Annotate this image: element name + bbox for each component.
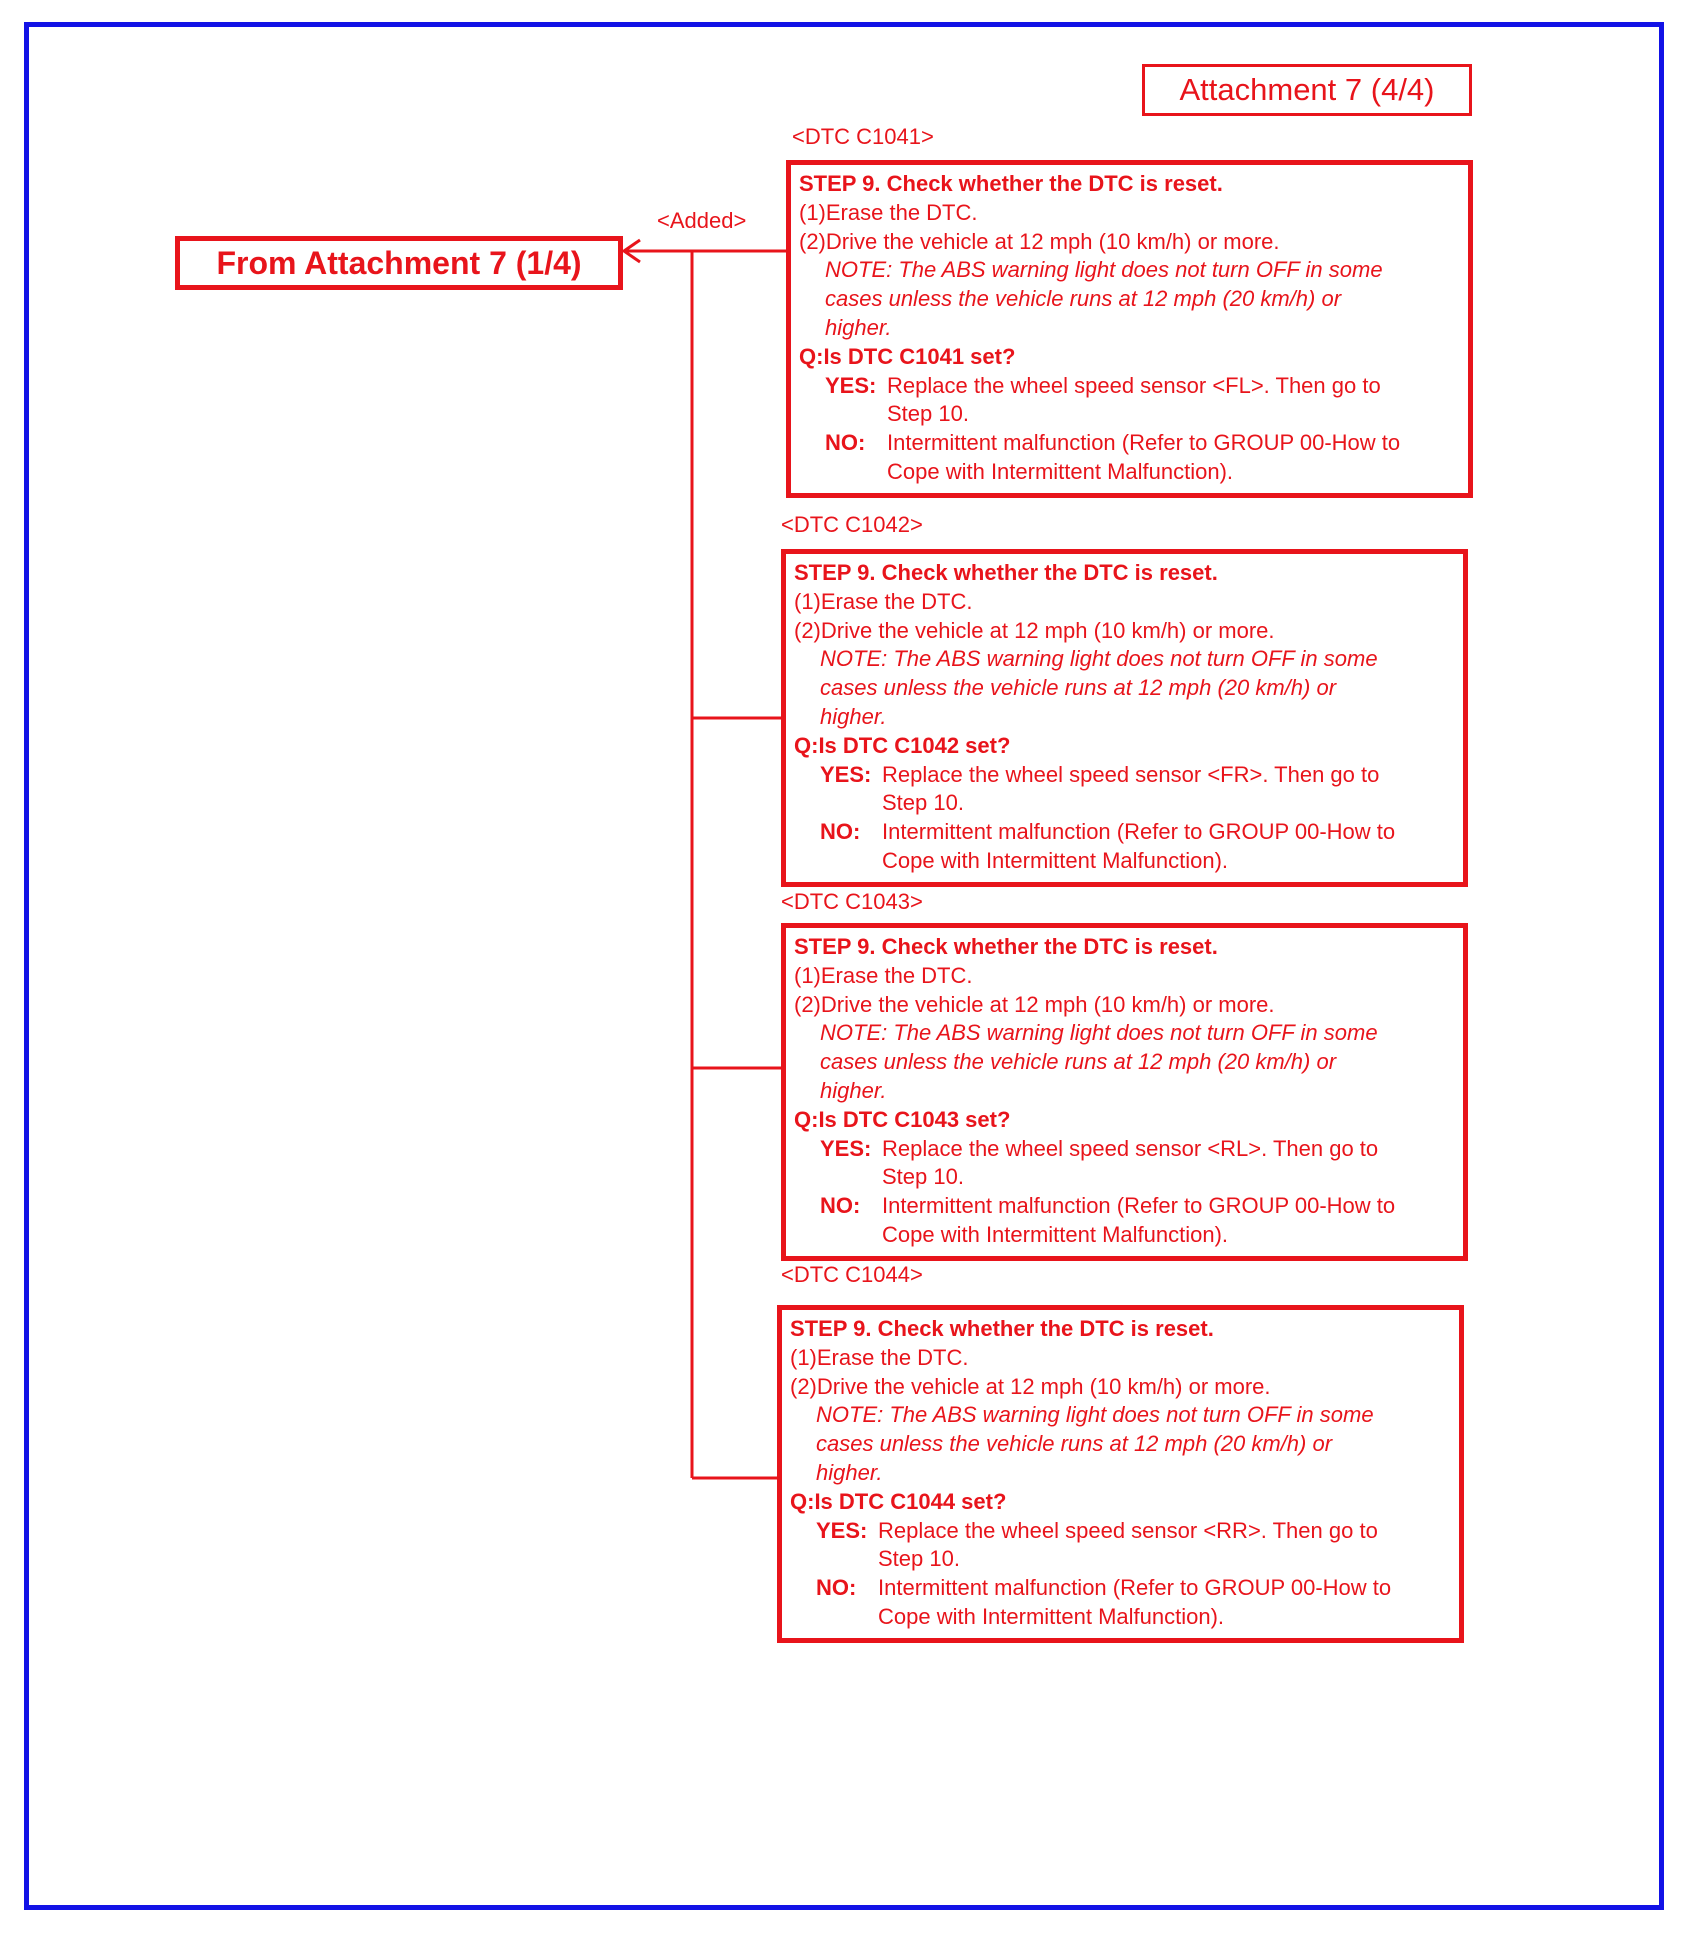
note-line: NOTE: The ABS warning light does not turn OFF in some [820, 1020, 1378, 1046]
step-line: (2)Drive the vehicle at 12 mph (10 km/h) or more. [799, 228, 1280, 254]
yes-text-cont: Step 10. [882, 1164, 964, 1190]
step-line: (1)Erase the DTC. [799, 199, 978, 225]
yes-text: Replace the wheel speed sensor <FR>. Then go to [882, 761, 1380, 787]
note-line: NOTE: The ABS warning light does not turn OFF in some [816, 1402, 1374, 1428]
note-line: cases unless the vehicle runs at 12 mph (20 km/h) or [820, 1049, 1337, 1075]
step-line: (1)Erase the DTC. [794, 588, 973, 614]
note-line: higher. [820, 703, 887, 729]
no-answer [799, 429, 1460, 487]
no-text: Intermittent malfunction (Refer to GROUP 00-How to [882, 819, 1396, 845]
step-box-c1044 [777, 1305, 1464, 1643]
no-label: NO: [820, 819, 861, 845]
step-title: STEP 9. Check whether the DTC is reset. [799, 171, 1223, 196]
step-line: (2)Drive the vehicle at 12 mph (10 km/h) or more. [790, 1373, 1271, 1399]
question: Q:Is DTC C1044 set? [790, 1488, 1007, 1514]
step-box-c1041 [786, 160, 1473, 498]
no-text-cont: Cope with Intermittent Malfunction). [882, 1221, 1229, 1247]
note-line: cases unless the vehicle runs at 12 mph (20 km/h) or [816, 1431, 1333, 1457]
no-text-cont: Cope with Intermittent Malfunction). [878, 1603, 1225, 1629]
yes-text: Replace the wheel speed sensor <FL>. Then go to [887, 372, 1381, 398]
step-box-c1043 [781, 923, 1468, 1261]
no-answer [790, 1574, 1451, 1632]
yes-answer [799, 372, 1460, 430]
yes-text-cont: Step 10. [887, 401, 969, 427]
yes-label: YES: [820, 761, 872, 787]
step-title: STEP 9. Check whether the DTC is reset. [794, 560, 1218, 585]
yes-answer [790, 1517, 1451, 1575]
no-answer [794, 818, 1455, 876]
dtc-label: <DTC C1041> [792, 124, 934, 149]
yes-label: YES: [820, 1135, 872, 1161]
no-text: Intermittent malfunction (Refer to GROUP 00-How to [882, 1193, 1396, 1219]
no-text: Intermittent malfunction (Refer to GROUP 00-How to [887, 430, 1401, 456]
note-line: higher. [825, 314, 892, 340]
note-line: higher. [816, 1459, 883, 1485]
note-line: NOTE: The ABS warning light does not turn OFF in some [820, 646, 1378, 672]
no-answer [794, 1192, 1455, 1250]
step-line: (2)Drive the vehicle at 12 mph (10 km/h) or more. [794, 617, 1275, 643]
dtc-label: <DTC C1042> [781, 512, 923, 537]
dtc-label: <DTC C1043> [781, 889, 923, 914]
note-line: cases unless the vehicle runs at 12 mph (20 km/h) or [825, 286, 1342, 312]
no-label: NO: [816, 1575, 857, 1601]
note-line: NOTE: The ABS warning light does not turn OFF in some [825, 257, 1383, 283]
added-label: <Added> [657, 208, 747, 233]
no-text-cont: Cope with Intermittent Malfunction). [887, 458, 1234, 484]
step-box-c1042 [781, 549, 1468, 887]
yes-label: YES: [816, 1517, 868, 1543]
dtc-label: <DTC C1044> [781, 1262, 923, 1287]
question: Q:Is DTC C1042 set? [794, 732, 1011, 758]
note-line: higher. [820, 1077, 887, 1103]
from-attachment-box: From Attachment 7 (1/4) [175, 236, 623, 290]
no-label: NO: [825, 430, 866, 456]
no-text: Intermittent malfunction (Refer to GROUP 00-How to [878, 1575, 1392, 1601]
yes-text: Replace the wheel speed sensor <RR>. Then go to [878, 1517, 1378, 1543]
yes-text-cont: Step 10. [882, 790, 964, 816]
step-line: (1)Erase the DTC. [790, 1344, 969, 1370]
step-title: STEP 9. Check whether the DTC is reset. [794, 934, 1218, 959]
yes-text-cont: Step 10. [878, 1546, 960, 1572]
yes-answer [794, 761, 1455, 819]
step-line: (1)Erase the DTC. [794, 962, 973, 988]
note-line: cases unless the vehicle runs at 12 mph (20 km/h) or [820, 675, 1337, 701]
no-text-cont: Cope with Intermittent Malfunction). [882, 847, 1229, 873]
no-label: NO: [820, 1193, 861, 1219]
yes-answer [794, 1135, 1455, 1193]
yes-label: YES: [825, 372, 877, 398]
question: Q:Is DTC C1041 set? [799, 343, 1016, 369]
step-title: STEP 9. Check whether the DTC is reset. [790, 1316, 1214, 1341]
step-line: (2)Drive the vehicle at 12 mph (10 km/h) or more. [794, 991, 1275, 1017]
question: Q:Is DTC C1043 set? [794, 1106, 1011, 1132]
yes-text: Replace the wheel speed sensor <RL>. Then go to [882, 1135, 1379, 1161]
attachment-title: Attachment 7 (4/4) [1142, 64, 1472, 116]
